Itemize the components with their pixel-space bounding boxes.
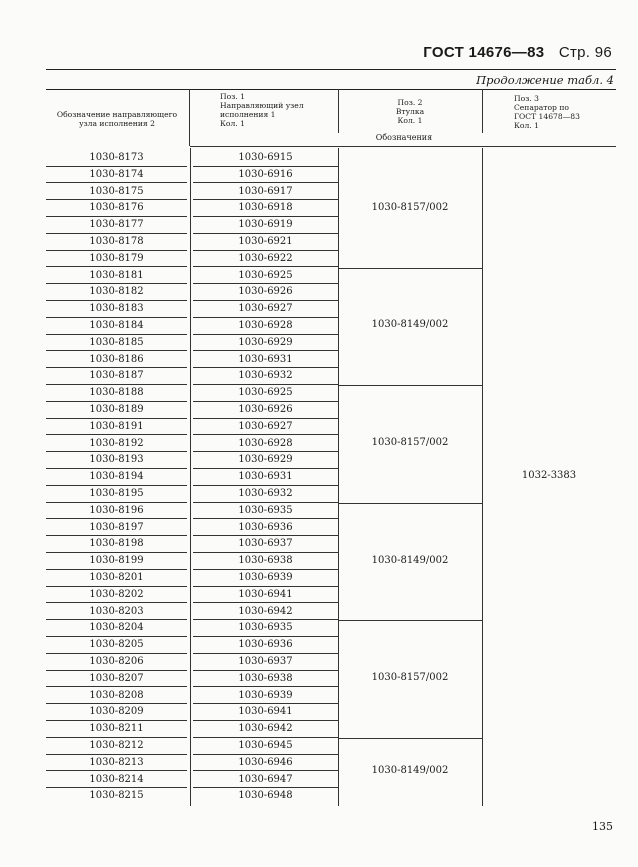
- row-38-position-1: 1030-6948: [238, 790, 293, 802]
- vline-2: [338, 89, 339, 133]
- c2-line4: Кол. 1: [220, 119, 245, 128]
- column-header-1: Обозначение направляющего узла исполнения 2: [56, 110, 178, 128]
- row-27-guide-assembly: 1030-8203: [46, 604, 187, 621]
- column-header-3: [370, 98, 450, 125]
- group-5-bushing: 1030-8149/002: [371, 764, 449, 776]
- c2-line3: исполнения 1: [220, 110, 276, 119]
- row-6-position-1: 1030-6922: [193, 251, 338, 268]
- row-25-position-1: 1030-6939: [193, 570, 338, 587]
- group-4-divider: [338, 738, 482, 739]
- row-13-position-1: 1030-6932: [193, 368, 338, 385]
- row-22-guide-assembly: 1030-8197: [46, 520, 187, 537]
- row-15-guide-assembly: 1030-8189: [46, 402, 187, 419]
- row-33-guide-assembly: 1030-8209: [46, 704, 187, 721]
- row-7-position-1: 1030-6925: [193, 268, 338, 285]
- group-2-bushing: 1030-8157/002: [371, 437, 449, 448]
- row-9-position-1: 1030-6927: [193, 301, 338, 318]
- row-19-guide-assembly: 1030-8194: [46, 469, 187, 486]
- row-20-guide-assembly: 1030-8195: [46, 486, 187, 503]
- row-9-guide-assembly: 1030-8183: [46, 301, 187, 318]
- row-34-guide-assembly: 1030-8211: [46, 721, 187, 738]
- group-1-divider: [338, 385, 482, 386]
- row-10-guide-assembly: 1030-8184: [46, 318, 187, 335]
- row-1-position-1: 1030-6916: [193, 167, 338, 184]
- row-27-position-1: 1030-6942: [193, 604, 338, 621]
- column-header-4: [514, 94, 614, 130]
- row-21-position-1: 1030-6935: [193, 503, 338, 520]
- row-3-position-1: 1030-6918: [193, 200, 338, 217]
- group-3-bushing: 1030-8149/002: [371, 554, 449, 566]
- vline-1b: [190, 148, 191, 806]
- row-36-guide-assembly: 1030-8213: [46, 755, 187, 772]
- row-5-guide-assembly: 1030-8178: [46, 234, 187, 251]
- table-top-border: [46, 89, 616, 90]
- row-22-position-1: 1030-6936: [193, 520, 338, 537]
- row-11-position-1: 1030-6929: [193, 335, 338, 352]
- row-32-guide-assembly: 1030-8208: [46, 688, 187, 705]
- row-3-guide-assembly: 1030-8176: [46, 200, 187, 217]
- row-35-guide-assembly: 1030-8212: [46, 738, 187, 755]
- row-29-guide-assembly: 1030-8205: [46, 637, 187, 654]
- row-24-position-1: 1030-6938: [193, 553, 338, 570]
- row-29-position-1: 1030-6936: [193, 637, 338, 654]
- page-label: Стр. 96: [558, 44, 612, 61]
- row-1-guide-assembly: 1030-8174: [46, 167, 187, 184]
- c3-line3: Кол. 1: [397, 116, 423, 125]
- row-26-guide-assembly: 1030-8202: [46, 587, 187, 604]
- row-0-guide-assembly: 1030-8173: [46, 150, 187, 167]
- standard-title: ГОСТ 14676—83: [423, 44, 545, 61]
- continuation-caption: Продолжение табл. 4: [476, 73, 614, 87]
- row-31-guide-assembly: 1030-8207: [46, 671, 187, 688]
- group-2-divider: [338, 503, 482, 504]
- row-4-position-1: 1030-6919: [193, 217, 338, 234]
- row-5-position-1: 1030-6921: [193, 234, 338, 251]
- c4-line4: Кол. 1: [514, 121, 539, 130]
- row-37-position-1: 1030-6947: [193, 772, 338, 789]
- row-14-guide-assembly: 1030-8188: [46, 385, 187, 402]
- row-31-position-1: 1030-6938: [193, 671, 338, 688]
- header-rule: [46, 69, 616, 70]
- row-28-position-1: 1030-6935: [193, 620, 338, 637]
- vline-1: [189, 89, 190, 146]
- row-34-position-1: 1030-6942: [193, 721, 338, 738]
- header-subrule: [190, 146, 616, 147]
- row-4-guide-assembly: 1030-8177: [46, 217, 187, 234]
- row-38-guide-assembly: 1030-8215: [89, 790, 144, 802]
- designations-label: Обозначения: [375, 133, 433, 142]
- c3-line2: Втулка: [395, 107, 425, 116]
- c3-line1: Поз. 2: [397, 98, 423, 107]
- row-21-guide-assembly: 1030-8196: [46, 503, 187, 520]
- row-19-position-1: 1030-6931: [193, 469, 338, 486]
- row-33-position-1: 1030-6941: [193, 704, 338, 721]
- row-30-guide-assembly: 1030-8206: [46, 654, 187, 671]
- row-25-guide-assembly: 1030-8201: [46, 570, 187, 587]
- page-header: [423, 44, 612, 61]
- row-16-guide-assembly: 1030-8191: [46, 419, 187, 436]
- row-14-position-1: 1030-6925: [193, 385, 338, 402]
- column-header-2: [220, 92, 335, 128]
- group-3-divider: [338, 620, 482, 621]
- row-26-position-1: 1030-6941: [193, 587, 338, 604]
- c4-line2: Сепаратор по: [514, 103, 569, 112]
- row-18-position-1: 1030-6929: [193, 452, 338, 469]
- c4-line3: ГОСТ 14678—83: [514, 112, 580, 121]
- separator-cell: 1032-3383: [521, 470, 577, 481]
- row-30-position-1: 1030-6937: [193, 654, 338, 671]
- row-18-guide-assembly: 1030-8193: [46, 452, 187, 469]
- row-15-position-1: 1030-6926: [193, 402, 338, 419]
- row-6-guide-assembly: 1030-8179: [46, 251, 187, 268]
- group-0-divider: [338, 268, 482, 269]
- row-36-position-1: 1030-6946: [193, 755, 338, 772]
- vline-3: [482, 89, 483, 133]
- vline-2b: [338, 148, 339, 806]
- row-23-position-1: 1030-6937: [193, 536, 338, 553]
- c4-line1: Поз. 3: [514, 94, 539, 103]
- row-24-guide-assembly: 1030-8199: [46, 553, 187, 570]
- group-4-bushing: 1030-8157/002: [371, 672, 449, 684]
- row-12-position-1: 1030-6931: [193, 352, 338, 369]
- row-13-guide-assembly: 1030-8187: [46, 368, 187, 385]
- row-16-position-1: 1030-6927: [193, 419, 338, 436]
- row-37-guide-assembly: 1030-8214: [46, 772, 187, 789]
- row-2-guide-assembly: 1030-8175: [46, 184, 187, 201]
- row-28-guide-assembly: 1030-8204: [46, 620, 187, 637]
- row-8-position-1: 1030-6926: [193, 284, 338, 301]
- c2-line2: Направляющий узел: [220, 101, 304, 110]
- row-23-guide-assembly: 1030-8198: [46, 536, 187, 553]
- row-11-guide-assembly: 1030-8185: [46, 335, 187, 352]
- row-7-guide-assembly: 1030-8181: [46, 268, 187, 285]
- row-2-position-1: 1030-6917: [193, 184, 338, 201]
- group-1-bushing: 1030-8149/002: [371, 319, 449, 331]
- c2-line1: Поз. 1: [220, 92, 245, 101]
- row-20-position-1: 1030-6932: [193, 486, 338, 503]
- row-32-position-1: 1030-6939: [193, 688, 338, 705]
- row-10-position-1: 1030-6928: [193, 318, 338, 335]
- row-12-guide-assembly: 1030-8186: [46, 352, 187, 369]
- row-0-position-1: 1030-6915: [193, 150, 338, 167]
- row-8-guide-assembly: 1030-8182: [46, 284, 187, 301]
- row-17-guide-assembly: 1030-8192: [46, 436, 187, 453]
- page-number: 135: [592, 820, 613, 833]
- group-0-bushing: 1030-8157/002: [371, 201, 449, 213]
- row-35-position-1: 1030-6945: [193, 738, 338, 755]
- row-17-position-1: 1030-6928: [193, 436, 338, 453]
